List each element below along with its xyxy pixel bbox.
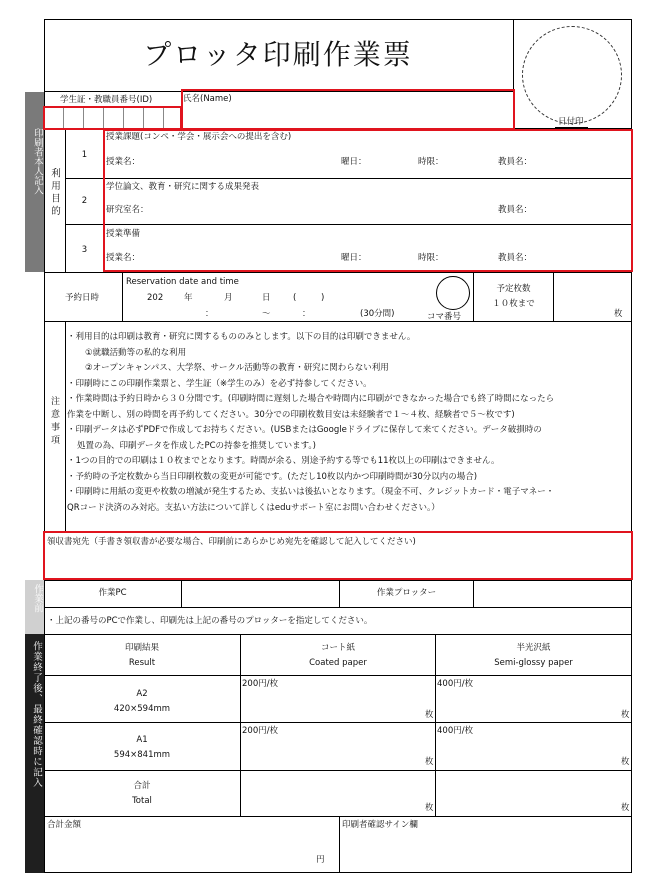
- purpose-2-lab: 研究室名：: [106, 205, 149, 215]
- note-line: ・印刷データは必ずPDFで作成してお持ちください。(USBまたはGoogleドライブに保存して来てください。データ破損時の: [67, 425, 542, 435]
- reservation-y: 年: [184, 293, 193, 303]
- purpose-3-day: 曜日：: [341, 253, 367, 263]
- receipt-input-highlight[interactable]: [43, 531, 633, 580]
- note-line: ②オープンキャンパス、大学祭、サークル活動等の教育・研究に関わらない利用: [85, 363, 389, 373]
- note-line: ・1つの目的での印刷は１０枚までとなります。時間が余る、別途予約する等でも11枚以上の印刷はできません。: [67, 456, 500, 466]
- notes-body: [67, 330, 629, 516]
- koma-circle: [436, 276, 470, 310]
- koma-label: コマ番号: [427, 312, 462, 322]
- row-a2-coated-unit: 枚: [425, 710, 434, 720]
- row-a2-semi-price: 400円/枚: [437, 679, 474, 689]
- work-instruction: ・上記の番号のPCで作業し、印刷先は上記の番号のプロッターを指定してください。: [47, 616, 373, 626]
- reservation-m: 月: [224, 293, 233, 303]
- row-a2-size: 420×594mm: [113, 704, 171, 714]
- note-line: QRコード決済のみ対応。支払い方法について詳しくはeduサポート室にお問い合わせください。）: [67, 502, 440, 513]
- reservation-en: Reservation date and time: [126, 277, 239, 287]
- purpose-1-day: 曜日：: [341, 157, 367, 167]
- planned-label: 予定枚数: [496, 284, 531, 294]
- purpose-2-title: 学位論文、教育・研究に関する成果発表: [106, 182, 260, 192]
- row-a1-coated-unit: 枚: [425, 757, 434, 767]
- coated-head-en: Coated paper: [309, 658, 367, 668]
- date-stamp-label: 日付印: [558, 117, 584, 127]
- coated-head-jp: コート紙: [320, 643, 355, 653]
- semi-head-en: Semi-glossy paper: [494, 658, 573, 668]
- purpose-3-class: 授業名：: [106, 253, 141, 263]
- result-head-en: Result: [128, 658, 156, 668]
- note-line: ・印刷時に用紙の変更や枚数の増減が発生するため、支払いは後払いとなります。（現金不可、クレジットカード・電子マネー・: [67, 487, 555, 497]
- id-input-highlight[interactable]: [43, 106, 182, 130]
- purpose-1-class: 授業名：: [106, 157, 141, 167]
- row-a1-name: A1: [136, 735, 148, 745]
- row-total-semi-unit: 枚: [621, 803, 630, 813]
- purpose-1-teacher: 教員名：: [498, 157, 533, 167]
- reservation-year: 202: [147, 293, 164, 303]
- note-line: 作業を中断し、別の時間を再予約してください。30分での印刷枚数目安は未経験者で１～４枚、経験者で５～枚です): [67, 409, 515, 420]
- purpose-1-title: 授業課題(コンペ・学会・展示会への提出を含む): [106, 132, 292, 142]
- reservation-duration: (30分間): [360, 309, 395, 319]
- note-line: ・予約時の予定枚数から当日印刷枚数の変更が可能です。(ただし10枚以内かつ印刷時間が30分以内の場合): [67, 471, 478, 482]
- id-label: 学生証・教職員番号(ID): [60, 95, 153, 105]
- row-a1-size: 594×841mm: [113, 750, 171, 760]
- row-total-en: Total: [132, 796, 152, 806]
- name-label: 氏名(Name): [183, 94, 232, 104]
- result-head-jp: 印刷結果: [124, 643, 159, 653]
- row-a2-name: A2: [136, 689, 148, 699]
- row-total-name: 合計: [133, 781, 151, 791]
- reservation-colon1: ：: [205, 309, 214, 319]
- purpose-label: 利用目的: [49, 168, 60, 218]
- page-title: プロッタ印刷作業票: [143, 38, 413, 71]
- note-line: ・作業時間は予約日時から３０分間です。(印刷時間に遅刻した場合や時間内に印刷ができなかった場合でも終了時間になったら: [67, 394, 555, 404]
- row-a2-semi-unit: 枚: [621, 710, 630, 720]
- purpose-2-num: 2: [81, 196, 88, 206]
- sidebar-before-text: 作業前: [32, 584, 43, 613]
- purpose-3-teacher: 教員名：: [498, 253, 533, 263]
- yen-unit: 円: [316, 855, 325, 865]
- planned-unit: 枚: [614, 309, 623, 319]
- row-a1-coated-price: 200円/枚: [242, 726, 279, 736]
- reservation-label: 予約日時: [65, 293, 100, 303]
- purpose-3-title: 授業準備: [106, 229, 141, 239]
- signature-label: 印刷者確認サイン欄: [342, 820, 418, 830]
- purpose-3-num: 3: [81, 245, 88, 255]
- work-plotter-label: 作業プロッター: [376, 588, 437, 598]
- receipt-label: 領収書宛先（手書き領収書が必要な場合、印刷前にあらかじめ宛先を確認して記入してください): [47, 537, 416, 547]
- purpose-fields-highlight[interactable]: [103, 129, 633, 272]
- total-amount-label: 合計金額: [47, 820, 82, 830]
- reservation-paren-close: ): [321, 293, 325, 303]
- purpose-2-teacher: 教員名：: [498, 205, 533, 215]
- date-stamp-circle: [522, 26, 622, 124]
- reservation-paren-open: (: [293, 293, 297, 303]
- purpose-1-period: 時限：: [418, 157, 444, 167]
- note-line: ①就職活動等の私的な利用: [85, 347, 187, 358]
- row-a2-coated-price: 200円/枚: [242, 679, 279, 689]
- planned-max: １０枚まで: [492, 299, 535, 309]
- reservation-tilde: ～: [262, 309, 271, 319]
- note-line: ・利用目的は印刷は教育・研究に関するもののみとします。以下の目的は印刷できません。: [67, 332, 416, 342]
- note-line: ・印刷時にこの印刷作業票と、学生証（※学生のみ）を必ず持参してください。: [67, 378, 372, 389]
- name-input-highlight[interactable]: [181, 89, 515, 130]
- semi-head-jp: 半光沢紙: [516, 643, 551, 653]
- note-line: 処置の為、印刷データを作成したPCの持参を推奨しています。): [77, 440, 316, 451]
- purpose-3-period: 時限：: [418, 253, 444, 263]
- work-pc-label: 作業PC: [98, 588, 127, 598]
- row-a1-semi-price: 400円/枚: [437, 726, 474, 736]
- reservation-colon2: ：: [302, 309, 311, 319]
- notes-label: 注意事項: [49, 396, 59, 448]
- sidebar-applicant-text: 印刷者本人記入: [32, 128, 43, 195]
- purpose-1-num: 1: [81, 150, 88, 160]
- row-total-coated-unit: 枚: [425, 803, 434, 813]
- reservation-d: 日: [262, 293, 271, 303]
- sidebar-after-text: 作業終了後、最終確認時に記入: [31, 641, 42, 788]
- row-a1-semi-unit: 枚: [621, 757, 630, 767]
